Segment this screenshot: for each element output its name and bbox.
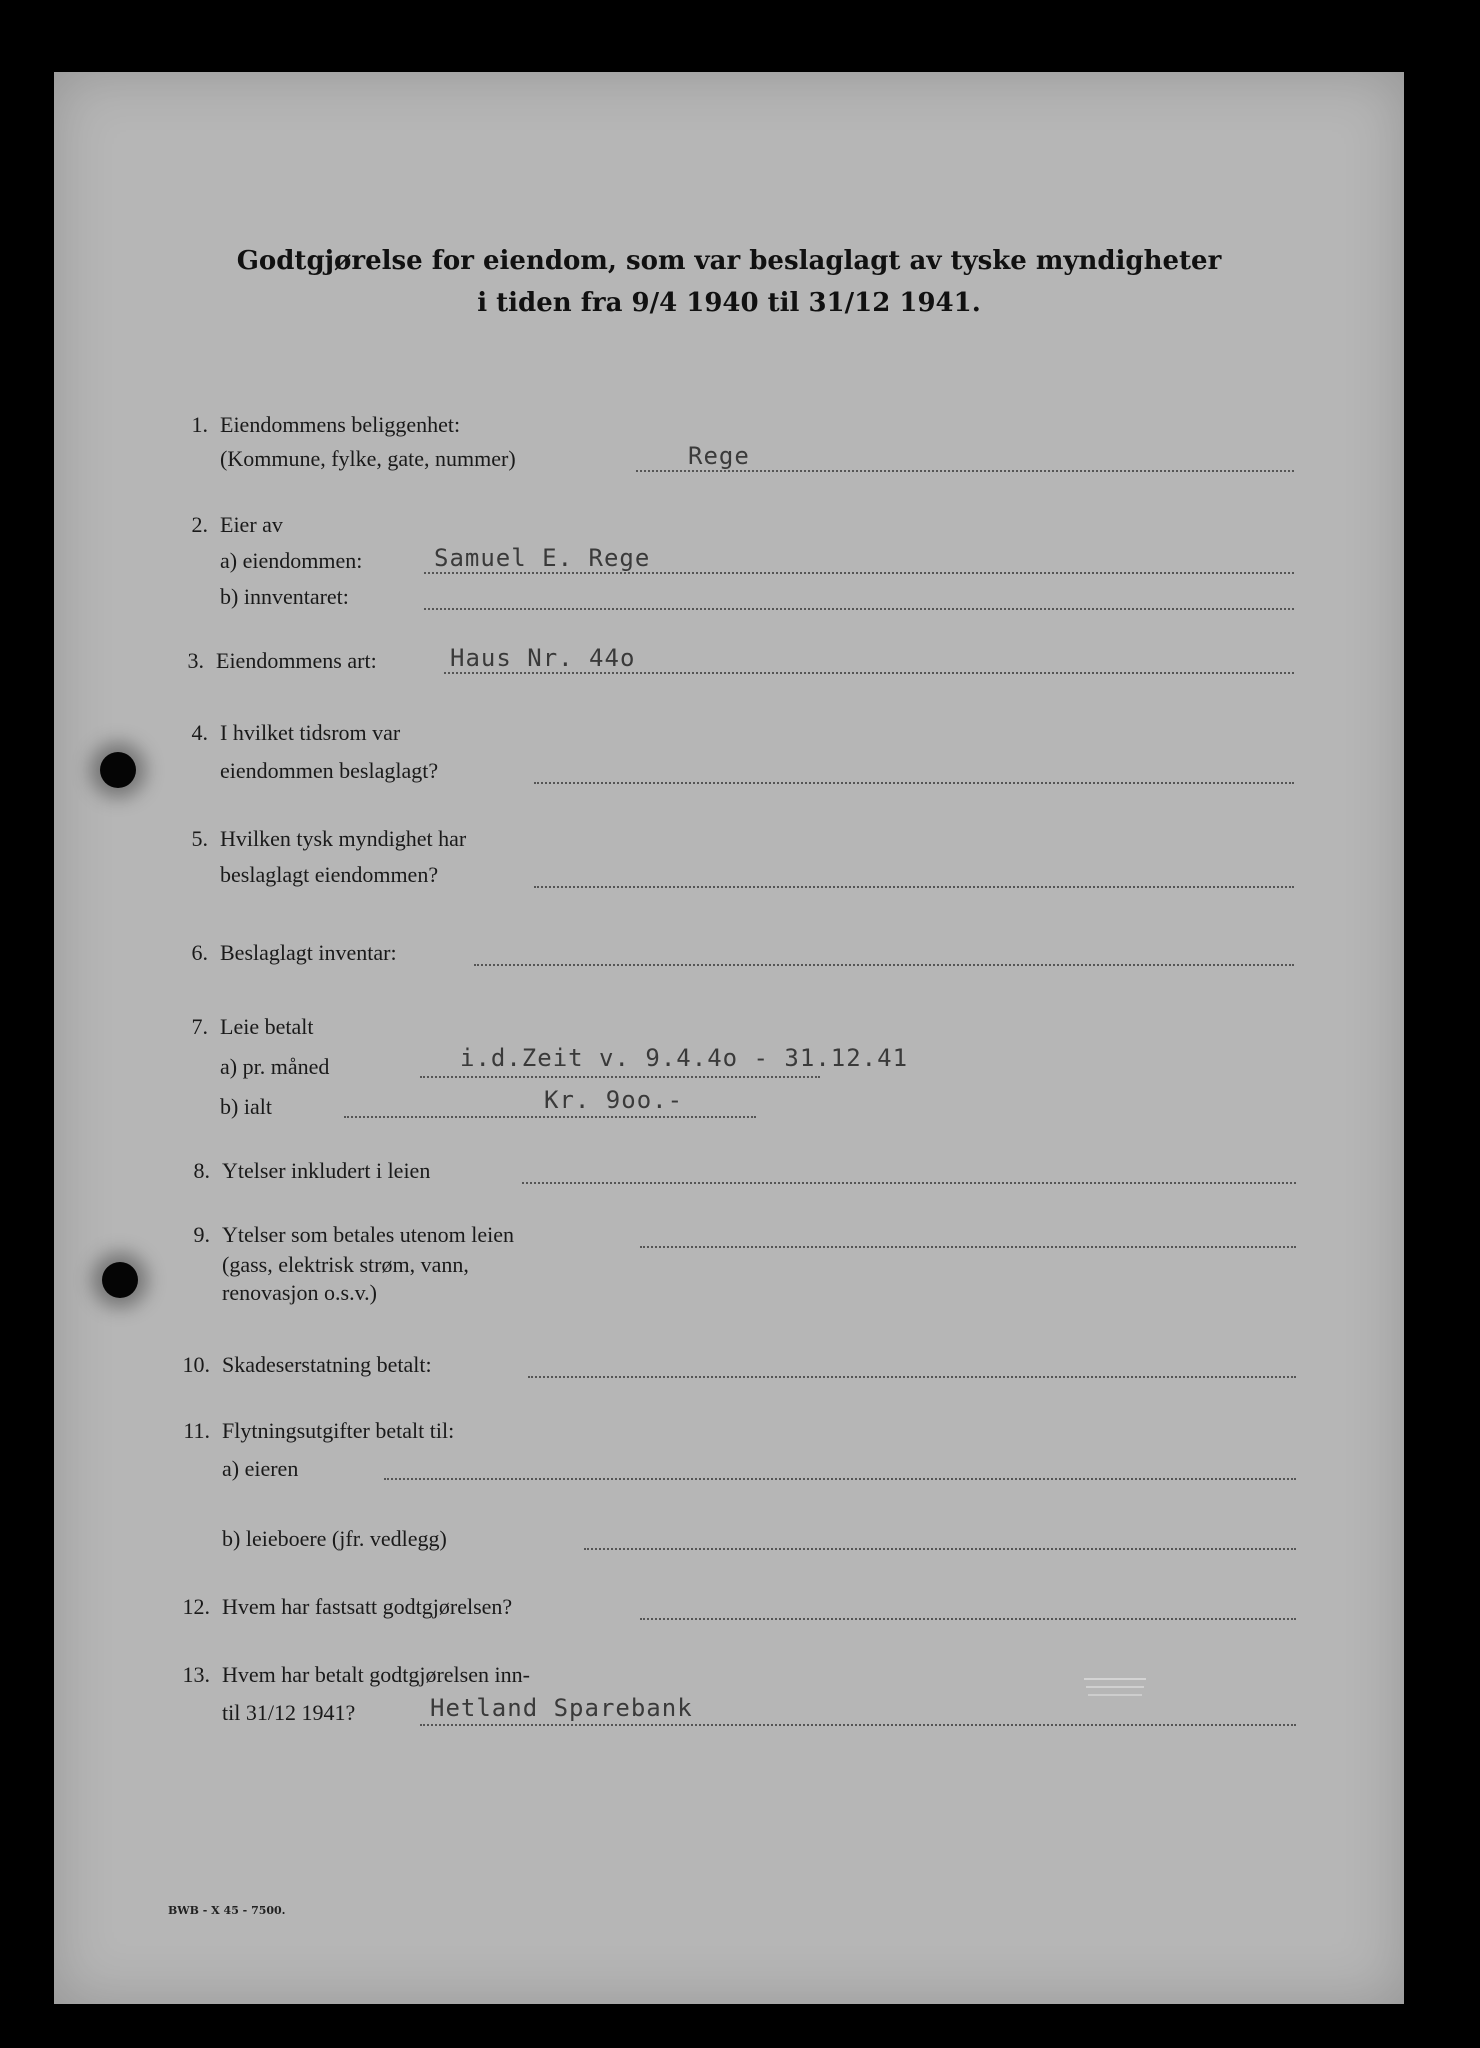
q13-number: 13. [182, 1662, 210, 1687]
paper-mark [1084, 1678, 1146, 1680]
paper-mark [1088, 1694, 1142, 1696]
q8-answer-line [522, 1182, 1296, 1184]
q9-number: 9. [193, 1222, 210, 1247]
q4-sublabel: eiendommen beslaglagt? [220, 758, 439, 783]
q11-label: Flytningsutgifter betalt til: [222, 1418, 455, 1443]
form-page [54, 72, 1404, 2004]
paper-mark [1086, 1686, 1144, 1688]
q3-answer-line [444, 672, 1294, 674]
q2-label: Eier av [220, 512, 283, 537]
q6-label: Beslaglagt inventar: [220, 940, 397, 965]
q13-answer-line [420, 1724, 1296, 1726]
q7-number: 7. [191, 1014, 208, 1039]
q9-sublabel-2: renovasjon o.s.v.) [222, 1280, 377, 1305]
q2-number: 2. [191, 512, 208, 537]
q1-answer-line [636, 470, 1294, 472]
q3-number: 3. [187, 648, 204, 673]
q9-answer-line [640, 1246, 1296, 1248]
q8-number: 8. [193, 1158, 210, 1183]
q5-label: Hvilken tysk myndighet har [220, 826, 467, 851]
q1-answer: Rege [688, 442, 750, 470]
q5-number: 5. [191, 826, 208, 851]
q10-answer-line [528, 1376, 1296, 1378]
q11b-label: b) leieboere (jfr. vedlegg) [222, 1526, 447, 1551]
q8-label: Ytelser inkludert i leien [222, 1158, 431, 1183]
q12-label: Hvem har fastsatt godtgjørelsen? [222, 1594, 513, 1619]
q4-label: I hvilket tidsrom var [220, 720, 401, 745]
q2a-answer: Samuel E. Rege [434, 544, 651, 572]
q2b-answer-line [424, 608, 1294, 610]
punch-hole-bottom [102, 1262, 138, 1298]
q5-answer-line [534, 886, 1294, 888]
q5-sublabel: beslaglagt eiendommen? [220, 862, 439, 887]
q7a-answer: i.d.Zeit v. 9.4.4o - 31.12.41 [460, 1044, 909, 1072]
q1-sublabel: (Kommune, fylke, gate, nummer) [220, 446, 516, 471]
q9-sublabel-1: (gass, elektrisk strøm, vann, [222, 1252, 469, 1277]
form-print-code: BWB - X 45 - 7500. [168, 1904, 286, 1917]
q9-label: Ytelser som betales utenom leien [222, 1222, 515, 1247]
q11a-label: a) eieren [222, 1456, 299, 1481]
q3-answer: Haus Nr. 44o [450, 644, 636, 672]
q12-answer-line [640, 1618, 1296, 1620]
q7b-answer: Kr. 9oo.- [544, 1086, 684, 1114]
q1-label: Eiendommens beliggenhet: [220, 412, 461, 437]
q13-answer: Hetland Sparebank [430, 1694, 693, 1722]
q2a-answer-line [424, 572, 1294, 574]
form-title-line-1: Godtgjørelse for eiendom, som var beslaglagt av tyske myndigheter [236, 246, 1222, 276]
q6-number: 6. [191, 940, 208, 965]
q11b-answer-line [584, 1548, 1296, 1550]
punch-hole-top [100, 752, 136, 788]
q13-sublabel: til 31/12 1941? [222, 1700, 356, 1725]
q2a-label: a) eiendommen: [220, 548, 363, 573]
q7b-answer-line [344, 1116, 756, 1118]
q11a-answer-line [384, 1478, 1296, 1480]
q3-label: Eiendommens art: [216, 648, 377, 673]
q12-number: 12. [182, 1594, 210, 1619]
q7a-answer-line [420, 1076, 820, 1078]
q7a-label: a) pr. måned [220, 1054, 330, 1079]
q6-answer-line [474, 964, 1294, 966]
form-title-line-2: i tiden fra 9/4 1940 til 31/12 1941. [477, 288, 981, 318]
q4-number: 4. [191, 720, 208, 745]
q4-answer-line [534, 782, 1294, 784]
q10-label: Skadeserstatning betalt: [222, 1352, 432, 1377]
q2b-label: b) innventaret: [220, 584, 349, 609]
q10-number: 10. [182, 1352, 210, 1377]
q7-label: Leie betalt [220, 1014, 314, 1039]
q1-number: 1. [191, 412, 208, 437]
q7b-label: b) ialt [220, 1094, 272, 1119]
q13-label: Hvem har betalt godtgjørelsen inn- [222, 1662, 530, 1687]
q11-number: 11. [183, 1418, 210, 1443]
